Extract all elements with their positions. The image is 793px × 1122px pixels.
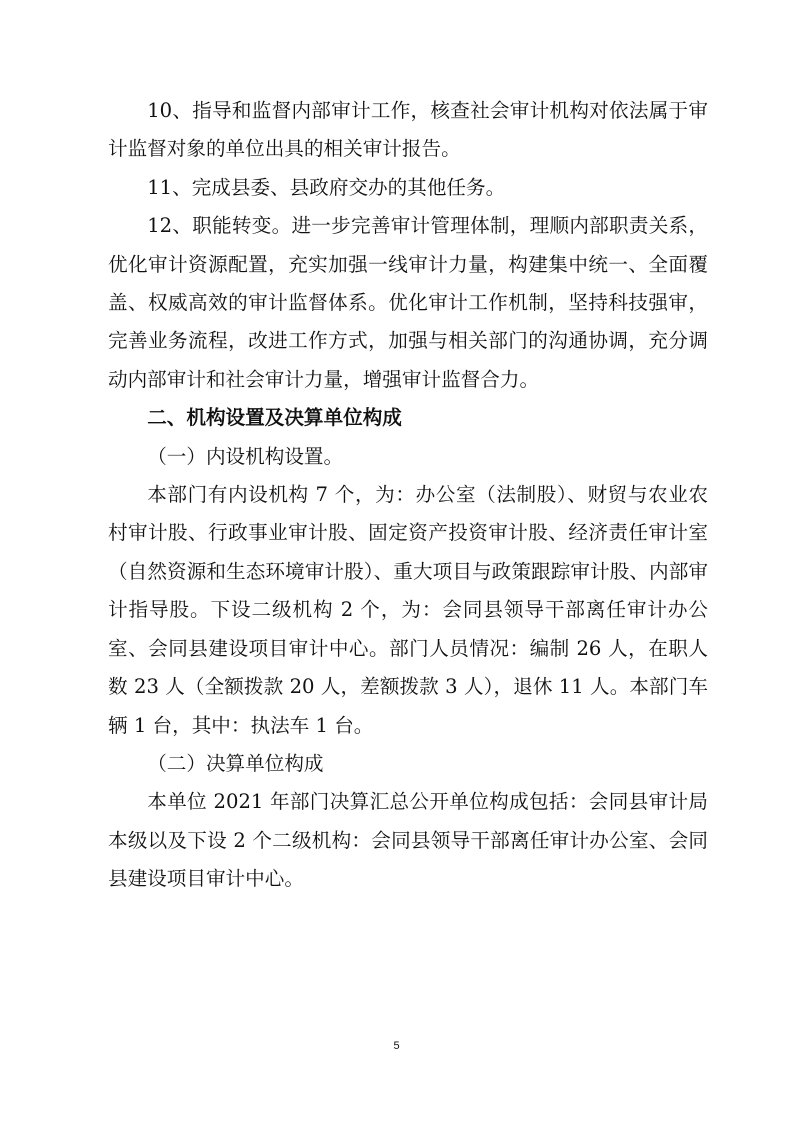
paragraph-duty-10: 10、指导和监督内部审计工作，核查社会审计机构对依法属于审计监督对象的单位出具的相关审计报告。: [108, 99, 708, 161]
document-body: [108, 92, 708, 899]
section-heading: 二、机构设置及决算单位构成: [147, 406, 402, 430]
page-number: 5: [393, 1040, 400, 1052]
paragraph-duty-12: 12、职能转变。进一步完善审计管理体制，理顺内部职责关系，优化审计资源配置，充实加强一线审计力量，构建集中统一、全面覆盖、权威高效的审计监督体系。优化审计工作机制，坚持科技强审，完善业务流程，改进工作方式，加强与相关部门的沟通协调，充分调动内部审计和社会审计力量，增强审计监督合力。: [108, 214, 708, 391]
paragraph-accounting-units: 本单位 2021 年部门决算汇总公开单位构成包括：会同县审计局本级以及下设 2 个二级机构：会同县领导干部离任审计办公室、会同县建设项目审计中心。: [108, 790, 708, 891]
paragraph-duty-11: 11、完成县委、县政府交办的其他任务。: [147, 175, 506, 199]
subheading-internal-structure: （一）内设机构设置。: [147, 444, 344, 468]
paragraph-internal-structure: 本部门有内设机构 7 个，为：办公室（法制股）、财贸与农业农村审计股、行政事业审计股、固定资产投资审计股、经济责任审计室（自然资源和生态环境审计股）、重大项目与政策跟踪审计股、内部审计指导股。下设二级机构 2 个，为：会同县领导干部离任审计办公室、会同县建设项目审计中心。部门人员情况：编制 26 人，在职人数 23 人（全额拨款 20 人，差额拨款 3 人），退休 11 人。本部门车辆 1 台，其中：执法车 1 台。: [108, 483, 708, 737]
subheading-accounting-units: （二）决算单位构成: [147, 751, 324, 775]
